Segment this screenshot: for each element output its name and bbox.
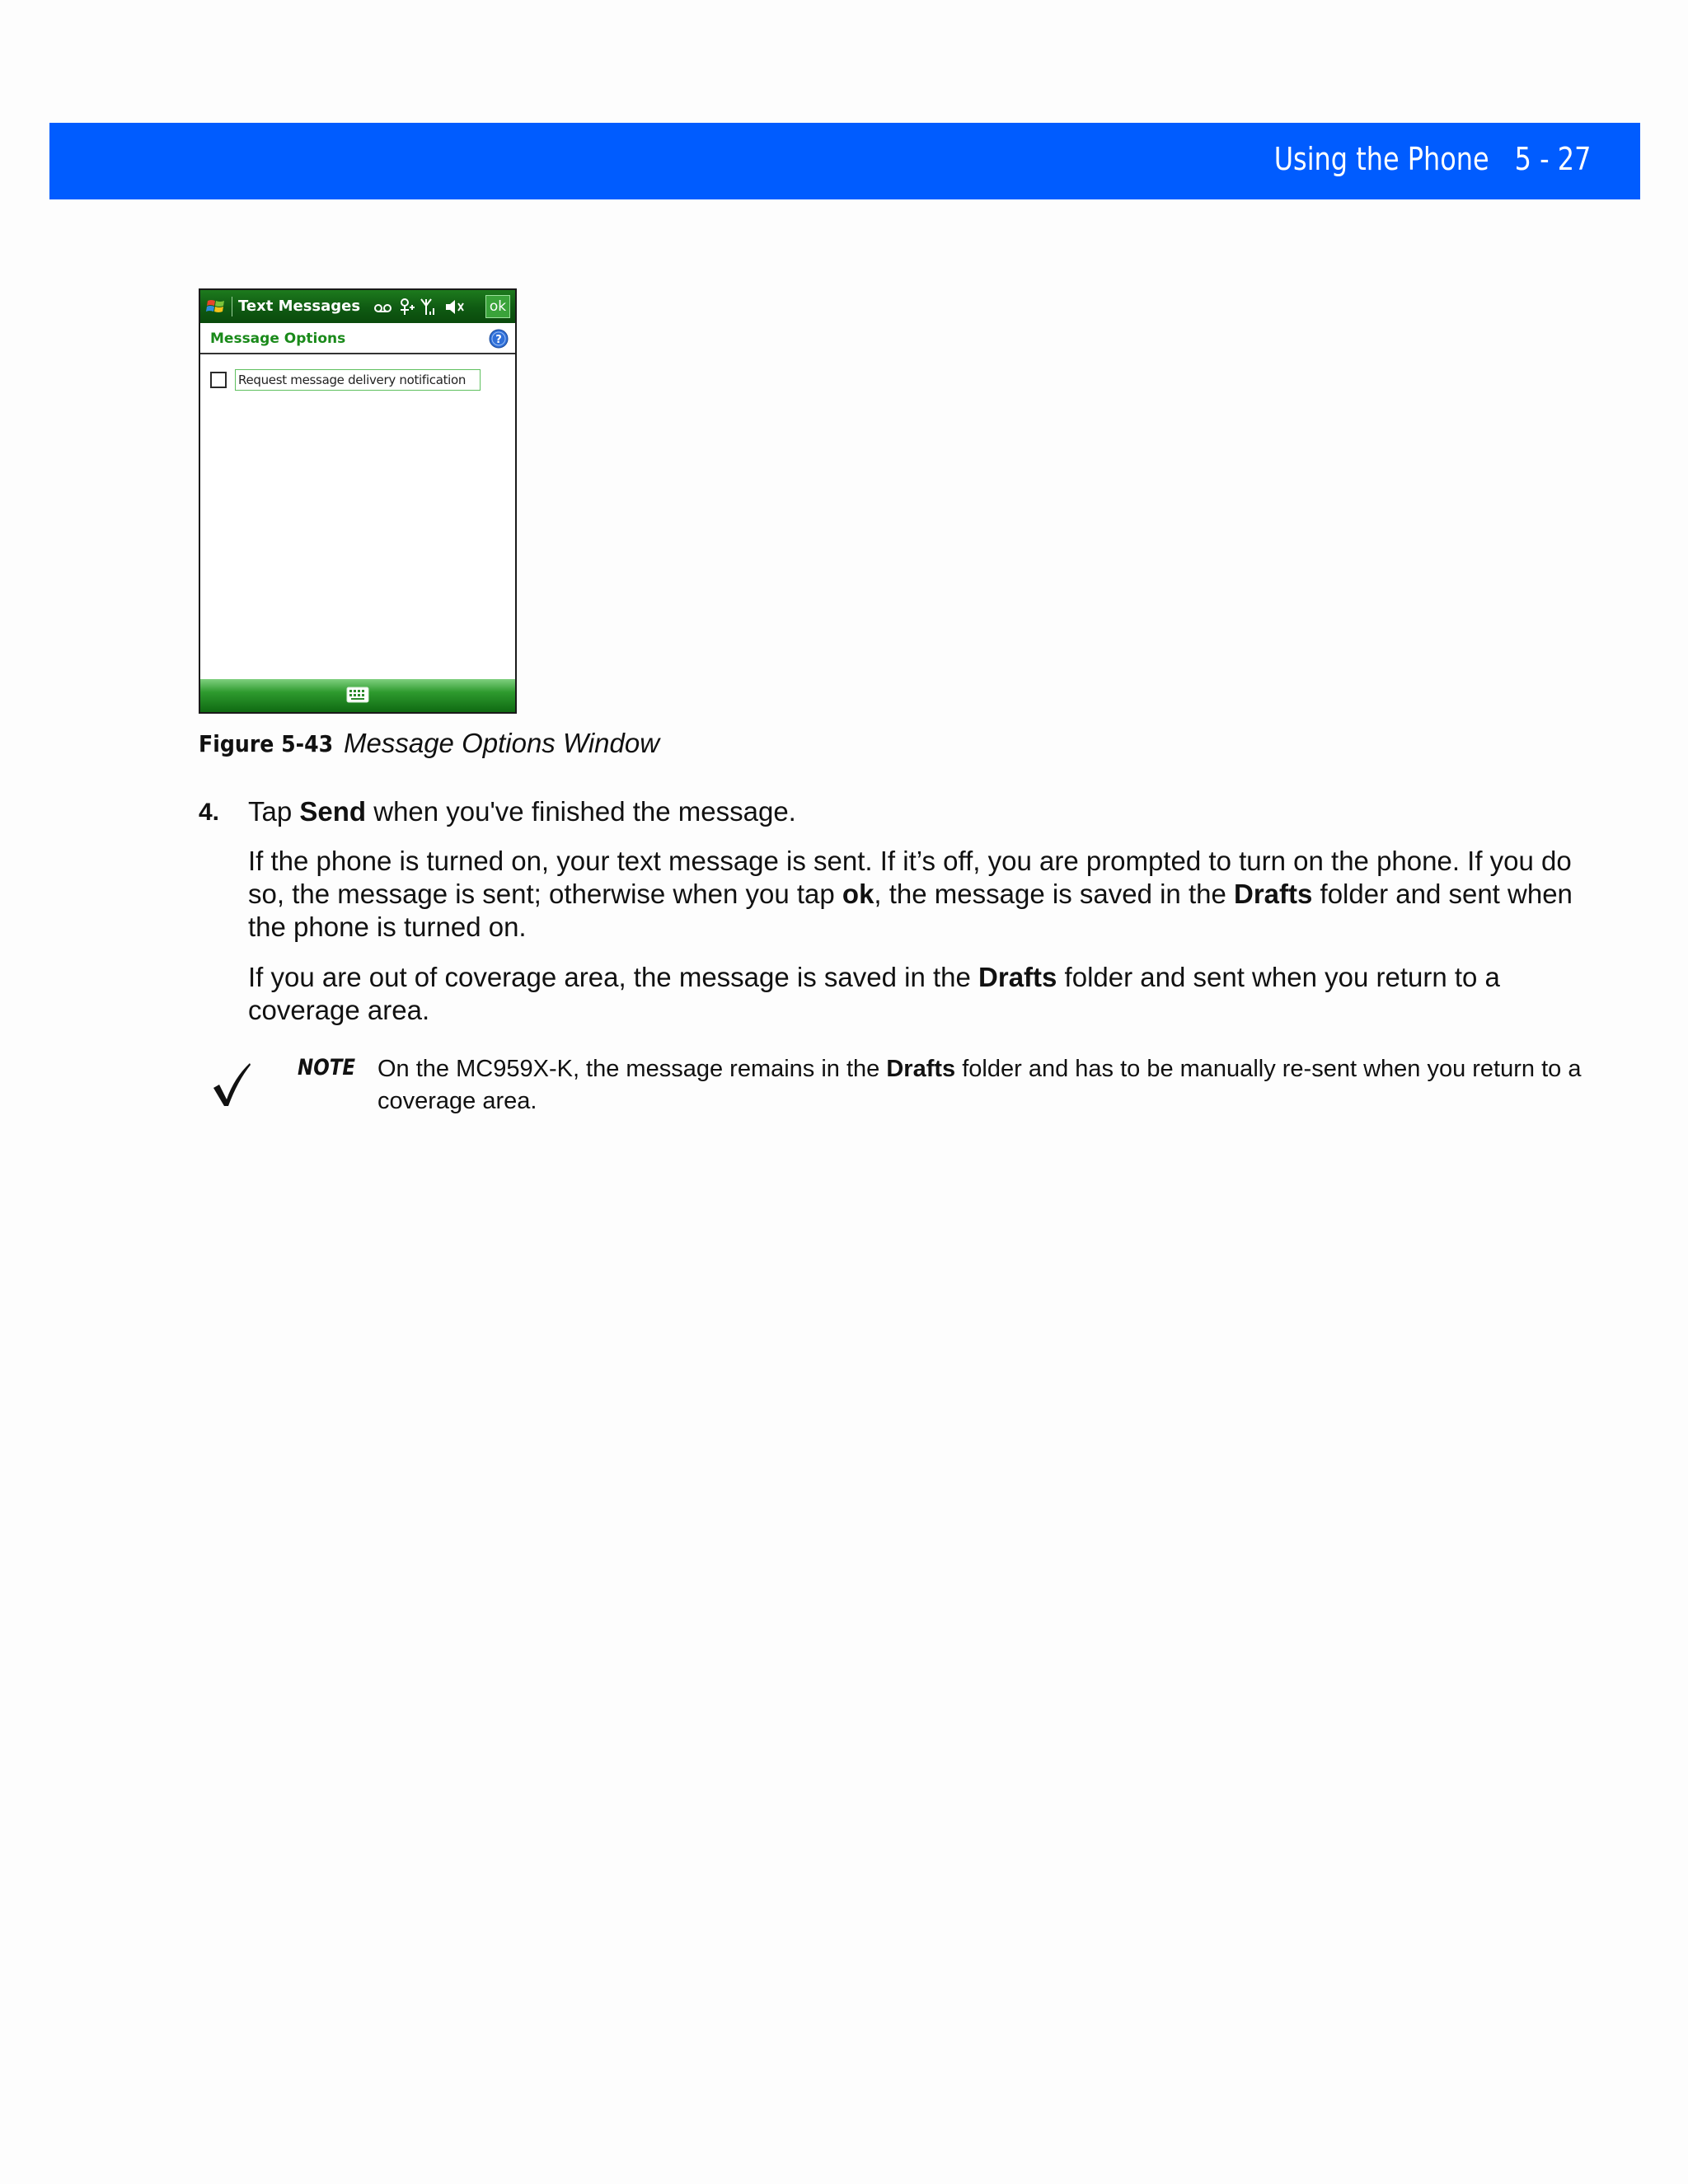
message-options-title: Message Options (210, 330, 346, 347)
ok-button[interactable]: ok (485, 295, 510, 318)
paragraph-text: folder and sent when you return to a coverage area. (248, 962, 1500, 1025)
paragraph-text: , the message is saved in the (874, 879, 1234, 909)
send-keyword: Send (299, 796, 367, 827)
coverage-paragraph (248, 961, 1583, 1027)
drafts-keyword: Drafts (886, 1056, 956, 1082)
page-header-band (49, 123, 1640, 199)
checkmark-icon (211, 1060, 252, 1109)
windows-start-icon[interactable] (206, 297, 226, 316)
chapter-title: Using the Phone (1274, 141, 1489, 177)
drafts-keyword: Drafts (978, 962, 1057, 992)
figure-title: Message Options Window (344, 728, 660, 758)
signal-icon (421, 299, 434, 315)
device-screenshot (199, 288, 517, 714)
note-text-part: folder and has to be manually re-sent when you return to a coverage area. (377, 1056, 1582, 1114)
delivery-notification-label[interactable]: Request message delivery notification (235, 369, 481, 391)
phone-on-paragraph (248, 845, 1583, 944)
figure-caption (199, 728, 660, 758)
voicemail-icon (375, 305, 391, 312)
status-icons (373, 295, 481, 318)
device-menu-bar (200, 679, 515, 712)
delivery-notification-checkbox[interactable] (210, 372, 227, 388)
ok-keyword: ok (842, 879, 874, 909)
keyboard-icon[interactable] (346, 686, 369, 704)
paragraph-text: If you are out of coverage area, the message is saved in the (248, 962, 979, 992)
page-number: 5 - 27 (1514, 141, 1591, 177)
device-subheader (200, 323, 515, 354)
step-instruction (248, 795, 1583, 828)
paragraph-text: folder and sent when the phone is turned on. (248, 879, 1573, 942)
speaker-muted-icon (446, 300, 463, 314)
step-text: Tap (248, 796, 300, 827)
device-app-title: Text Messages (238, 298, 361, 315)
device-title-bar (200, 290, 515, 323)
svg-text:?: ? (495, 334, 502, 346)
step-number: 4. (199, 799, 220, 826)
note-text-part: On the MC959X-K, the message remains in the (377, 1056, 887, 1082)
figure-number: Figure 5-43 (199, 730, 334, 757)
paragraph-text: If the phone is turned on, your text message is sent. If it’s off, you are prompted to turn on the phone. If you do so, the message is sent; otherwise when you tap (248, 846, 1572, 909)
connectivity-icon (401, 299, 415, 315)
step-text: when you've finished the message. (366, 796, 796, 827)
note-text (377, 1053, 1589, 1118)
help-icon[interactable] (489, 329, 509, 349)
note-label: NOTE (298, 1055, 356, 1080)
drafts-keyword: Drafts (1234, 879, 1313, 909)
